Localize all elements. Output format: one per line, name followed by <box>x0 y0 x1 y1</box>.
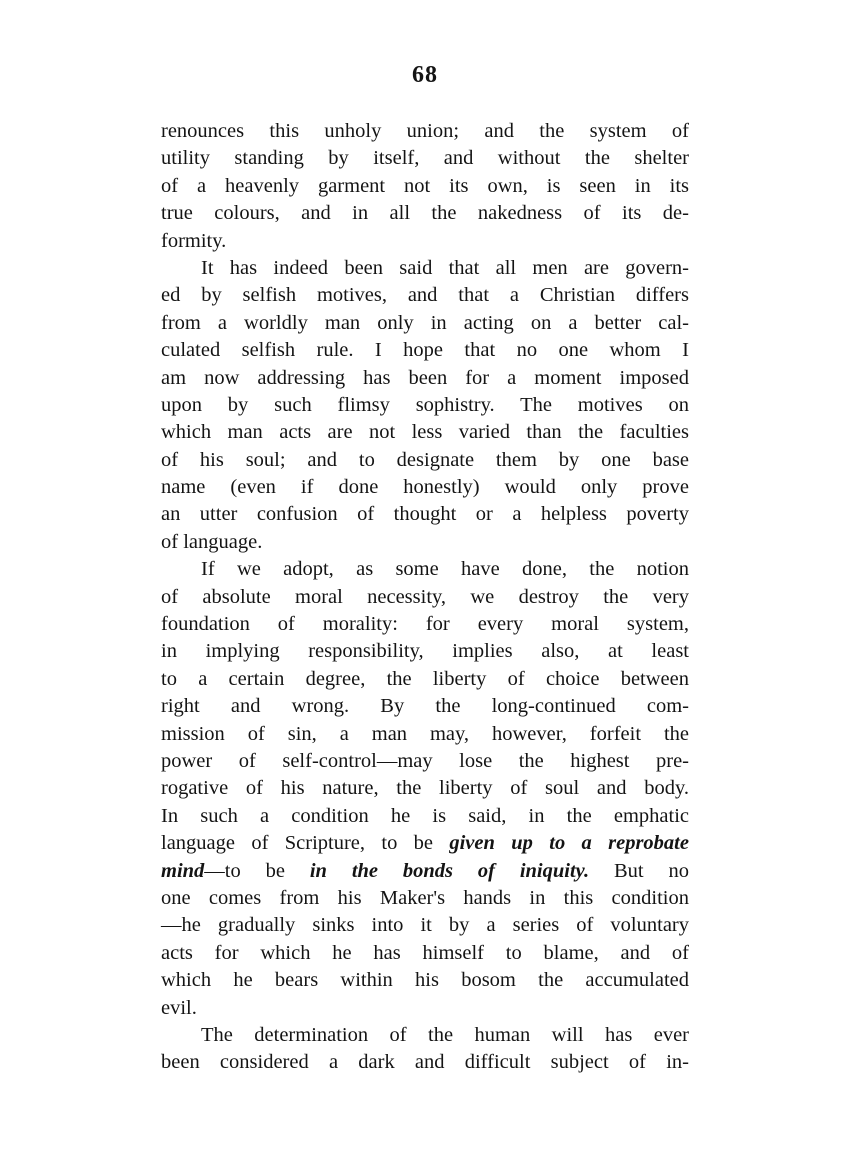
text-line: ed by selfish motives, and that a Christian differs <box>161 284 689 307</box>
text-line: utility standing by itself, and without the shelter <box>161 147 689 170</box>
text-line: been considered a dark and difficult subject of in- <box>161 1051 689 1074</box>
paragraph <box>161 1022 689 1077</box>
text-line: power of self-control—may lose the highest pre- <box>161 749 689 772</box>
text-line: formity. <box>161 229 227 252</box>
text-line: of his soul; and to designate them by one base <box>161 448 689 471</box>
text-line: rogative of his nature, the liberty of soul and body. <box>161 777 689 800</box>
text-line: If we adopt, as some have done, the notion <box>201 558 689 581</box>
text-segment: language of Scripture, to be <box>161 832 450 855</box>
text-line: an utter confusion of thought or a helpless poverty <box>161 503 689 526</box>
text-line: from a worldly man only in acting on a better cal- <box>161 311 689 334</box>
text-line: of a heavenly garment not its own, is seen in its <box>161 174 689 197</box>
paragraph <box>161 556 689 1022</box>
text-line: true colours, and in all the nakedness of its de- <box>161 202 689 225</box>
italic-phrase: given up to a reprobate <box>449 832 689 855</box>
body-text <box>161 118 689 1077</box>
text-line: acts for which he has himself to blame, and of <box>161 941 689 964</box>
text-line: renounces this unholy union; and the system of <box>161 120 689 142</box>
text-line: name (even if done honestly) would only prove <box>161 476 689 499</box>
italic-phrase: in the bonds of iniquity. <box>309 859 590 882</box>
text-line: of absolute moral necessity, we destroy the very <box>161 585 689 608</box>
text-line: mission of sin, a man may, however, forfeit the <box>161 722 689 745</box>
text-line: upon by such flimsy sophistry. The motives on <box>161 393 689 416</box>
text-segment: —to be <box>204 859 310 882</box>
text-line: —he gradually sinks into it by a series of voluntary <box>161 914 689 937</box>
text-line: am now addressing has been for a moment imposed <box>161 366 689 389</box>
text-line: in implying responsibility, implies also, at least <box>161 640 689 663</box>
text-line: The determination of the human will has ever <box>201 1023 689 1046</box>
text-line: one comes from his Maker's hands in this condition <box>161 886 689 909</box>
text-line: foundation of morality: for every moral system, <box>161 613 689 636</box>
paragraph <box>161 118 689 255</box>
text-line: to a certain degree, the liberty of choice between <box>161 667 689 690</box>
text-line <box>161 858 689 885</box>
text-line: It has indeed been said that all men are govern- <box>201 256 689 279</box>
text-line: which man acts are not less varied than the faculties <box>161 421 689 444</box>
text-line: which he bears within his bosom the accumulated <box>161 969 689 992</box>
page-number: 68 <box>412 62 438 88</box>
text-line: In such a condition he is said, in the emphatic <box>161 804 689 827</box>
text-line: right and wrong. By the long-continued com- <box>161 695 689 718</box>
text-line <box>161 830 689 857</box>
text-line: of language. <box>161 530 263 553</box>
text-line: culated selfish rule. I hope that no one whom I <box>161 339 689 362</box>
text-line: evil. <box>161 996 197 1019</box>
text-segment: But no <box>589 859 690 882</box>
paragraph <box>161 255 689 556</box>
italic-phrase: mind <box>161 859 205 882</box>
